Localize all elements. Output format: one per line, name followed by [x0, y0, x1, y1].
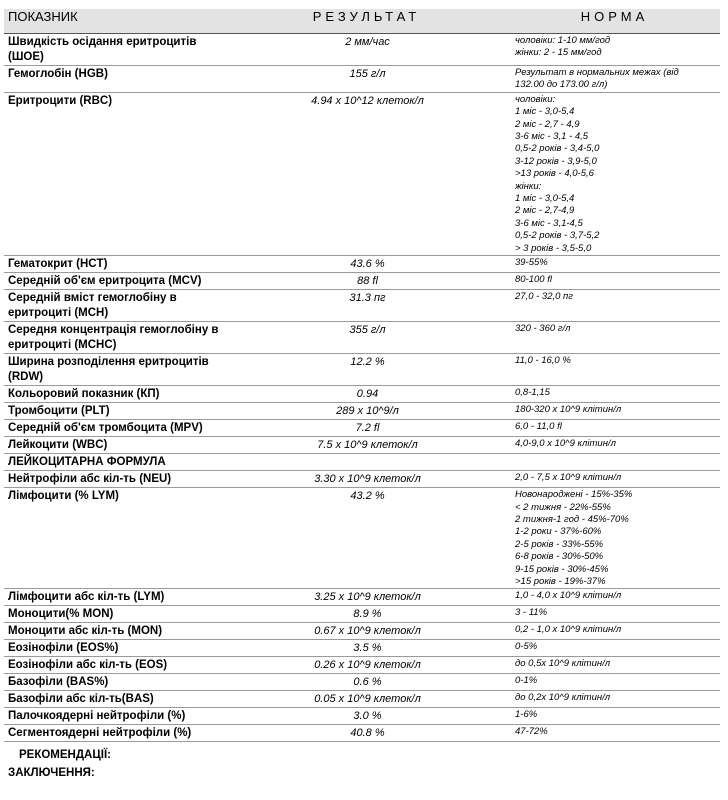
result-value: 3.0 % [224, 708, 509, 725]
norm-line: 11,0 - 16,0 % [515, 355, 571, 367]
table-row [4, 403, 720, 420]
table-row [4, 691, 720, 708]
norm-range [509, 437, 720, 454]
result-value: 0.6 % [224, 674, 509, 691]
result-value: 8.9 % [224, 606, 509, 623]
norm-range [509, 354, 720, 386]
norm-line: 6-8 років - 30%-50% [515, 551, 604, 563]
indicator-name: Середній об'єм тромбоцита (MPV) [4, 420, 224, 437]
table-row [4, 386, 720, 403]
header-indicator: ПОКАЗНИК [4, 9, 224, 34]
indicator-name: Лімфоцити (% LYM) [4, 488, 224, 589]
norm-range [509, 92, 720, 255]
norm-line: < 2 тижня - 22%-55% [515, 501, 611, 513]
norm-line: 2,0 - 7,5 х 10^9 клітин/л [515, 472, 622, 484]
norm-range [509, 657, 720, 674]
result-value: 0.26 x 10^9 клеток/л [224, 657, 509, 674]
table-row [4, 66, 720, 93]
norm-line: 3-12 років - 3,9-5,0 [515, 155, 597, 167]
norm-line: чоловіки: 1-10 мм/год [515, 35, 611, 46]
norm-range [509, 674, 720, 691]
result-value: 2 мм/час [224, 34, 509, 66]
indicator-name: Лейкоцити (WBC) [4, 437, 224, 454]
norm-line: 2-5 років - 33%-55% [515, 538, 604, 550]
table-row [4, 589, 720, 606]
norm-range [509, 256, 720, 273]
indicator-name: Базофіли абс кіл-ть(BAS) [4, 691, 224, 708]
table-row [4, 34, 720, 66]
norm-line: 0,5-2 років - 3,7-5,2 [515, 230, 600, 242]
norm-range [509, 34, 720, 66]
indicator-name: Моноцити абс кіл-ть (MON) [4, 623, 224, 640]
result-value: 7.5 x 10^9 клеток/л [224, 437, 509, 454]
norm-line: 1 міс - 3,0-5,4 [515, 106, 575, 118]
result-value: 289 x 10^9/л [224, 403, 509, 420]
norm-line: до 0,2х 10^9 клітин/л [515, 692, 611, 704]
result-value: 0.67 x 10^9 клеток/л [224, 623, 509, 640]
norm-range [509, 471, 720, 488]
norm-line: 0,2 - 1,0 х 10^9 клітин/л [515, 624, 622, 636]
norm-line: 39-55% [515, 257, 548, 269]
norm-line: 132.00 до 173.00 г/л) [515, 79, 608, 91]
norm-line: 0-5% [515, 641, 538, 653]
result-value: 7.2 fl [224, 420, 509, 437]
norm-line: жінки: 2 - 15 мм/год [515, 47, 602, 59]
indicator-name: Еозінофіли (EOS%) [4, 640, 224, 657]
norm-range [509, 606, 720, 623]
result-value: 43.2 % [224, 488, 509, 589]
indicator-name: Палочкоядерні нейтрофіли (%) [4, 708, 224, 725]
result-value: 3.30 x 10^9 клеток/л [224, 471, 509, 488]
table-row [4, 273, 720, 290]
table-row [4, 420, 720, 437]
result-value: 355 г/л [224, 322, 509, 354]
norm-range [509, 66, 720, 93]
table-row [4, 725, 720, 742]
table-row [4, 623, 720, 640]
norm-line: > 3 років - 3,5-5,0 [515, 242, 592, 254]
norm-line: чоловіки: [515, 93, 556, 105]
norm-range [509, 273, 720, 290]
table-row [4, 290, 720, 322]
norm-range [509, 420, 720, 437]
indicator-name: Середній вміст гемоглобіну в еритроциті (MCH) [4, 290, 224, 322]
norm-range [509, 589, 720, 606]
section-title: ЛЕЙКОЦИТАРНА ФОРМУЛА [4, 454, 720, 471]
indicator-name: Сегментоядерні нейтрофіли (%) [4, 725, 224, 742]
section-row [4, 454, 720, 471]
norm-line: до 0,5х 10^9 клітин/л [515, 658, 611, 670]
indicator-name: Середня концентрація гемоглобіну в еритроциті (MCHC) [4, 322, 224, 354]
norm-line: 80-100 fl [515, 274, 552, 286]
table-row [4, 488, 720, 589]
norm-range [509, 691, 720, 708]
norm-line: Новонароджені - 15%-35% [515, 489, 633, 501]
norm-line: 320 - 360 г/л [515, 323, 571, 335]
norm-line: >13 років - 4,0-5,6 [515, 168, 594, 180]
norm-line: 6,0 - 11,0 fl [515, 421, 562, 433]
table-row [4, 471, 720, 488]
norm-line: 1 міс - 3,0-5,4 [515, 193, 575, 205]
indicator-name: Еозінофіли абс кіл-ть (EOS) [4, 657, 224, 674]
norm-line: 2 міс - 2,7 - 4,9 [515, 118, 580, 130]
indicator-name: Лімфоцити абс кіл-ть (LYM) [4, 589, 224, 606]
table-header [4, 9, 720, 34]
norm-line: 47-72% [515, 726, 548, 738]
result-value: 0.05 x 10^9 клеток/л [224, 691, 509, 708]
norm-range [509, 708, 720, 725]
norm-line: 4,0-9,0 х 10^9 клітин/л [515, 438, 616, 450]
norm-line: 1-6% [515, 709, 538, 721]
norm-line: 1-2 роки - 37%-60% [515, 526, 602, 538]
result-value: 155 г/л [224, 66, 509, 93]
table-row [4, 322, 720, 354]
result-value: 40.8 % [224, 725, 509, 742]
norm-line: 3-6 міс - 3,1-4,5 [515, 217, 583, 229]
norm-line: 3 - 11% [515, 607, 548, 619]
result-value: 88 fl [224, 273, 509, 290]
norm-range [509, 488, 720, 589]
table-row [4, 657, 720, 674]
table-row [4, 256, 720, 273]
table-row [4, 606, 720, 623]
norm-line: 0,8-1,15 [515, 387, 550, 399]
indicator-name: Тромбоцити (PLT) [4, 403, 224, 420]
table-row [4, 640, 720, 657]
indicator-name: Нейтрофіли абс кіл-ть (NEU) [4, 471, 224, 488]
norm-line: >15 років - 19%-37% [515, 575, 606, 587]
result-value: 3.25 x 10^9 клеток/л [224, 589, 509, 606]
result-value: 4.94 x 10^12 клеток/л [224, 92, 509, 255]
norm-range [509, 640, 720, 657]
table-row [4, 708, 720, 725]
table-row [4, 437, 720, 454]
result-value: 3.5 % [224, 640, 509, 657]
result-value: 0.94 [224, 386, 509, 403]
norm-line: 0-1% [515, 675, 538, 687]
norm-range [509, 322, 720, 354]
indicator-name: Еритроцити (RBC) [4, 92, 224, 255]
norm-range [509, 725, 720, 742]
result-value: 31.3 пг [224, 290, 509, 322]
norm-line: 2 міс - 2,7-4,9 [515, 205, 575, 217]
table-row [4, 92, 720, 255]
indicator-name: Швидкість осідання еритроцитів (ШОЕ) [4, 34, 224, 66]
norm-line: 180-320 х 10^9 клітин/л [515, 404, 622, 416]
norm-line: 3-6 міс - 3,1 - 4,5 [515, 131, 589, 143]
table-row [4, 354, 720, 386]
result-value: 43.6 % [224, 256, 509, 273]
indicator-name: Моноцити(% MON) [4, 606, 224, 623]
norm-range [509, 623, 720, 640]
header-result: РЕЗУЛЬТАТ [224, 9, 509, 34]
header-norm: НОРМА [509, 9, 720, 34]
indicator-name: Гематокрит (HCT) [4, 256, 224, 273]
norm-line: 0,5-2 років - 3,4-5,0 [515, 143, 600, 155]
table-body [4, 34, 720, 742]
norm-range [509, 386, 720, 403]
conclusion-label: ЗАКЛЮЧЕННЯ: [8, 767, 95, 779]
norm-line: 1,0 - 4,0 х 10^9 клітин/л [515, 590, 622, 602]
norm-line: 2 тижня-1 год - 45%-70% [515, 513, 629, 525]
norm-line: жінки: [515, 180, 542, 192]
lab-results-table [4, 9, 720, 742]
norm-line: Результат в нормальних межах (від [515, 67, 679, 78]
norm-range [509, 290, 720, 322]
indicator-name: Середній об'єм еритроцита (MCV) [4, 273, 224, 290]
indicator-name: Гемоглобін (HGB) [4, 66, 224, 93]
recommendations-label: РЕКОМЕНДАЦІЇ: [19, 749, 111, 761]
norm-range [509, 403, 720, 420]
indicator-name: Базофіли (BAS%) [4, 674, 224, 691]
indicator-name: Ширина розподілення еритроцитів (RDW) [4, 354, 224, 386]
result-value: 12.2 % [224, 354, 509, 386]
norm-line: 9-15 років - 30%-45% [515, 563, 609, 575]
norm-line: 27,0 - 32,0 пг [515, 291, 573, 303]
indicator-name: Кольоровий показник (КП) [4, 386, 224, 403]
table-row [4, 674, 720, 691]
